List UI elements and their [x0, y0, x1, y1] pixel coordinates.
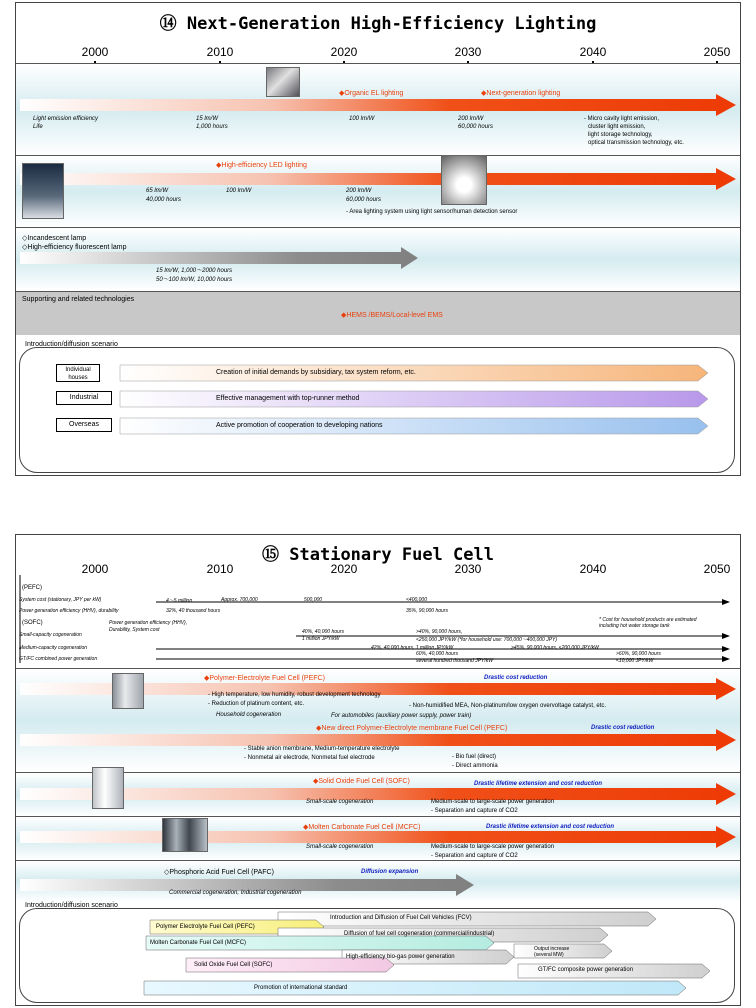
value: 32%, 40 thousand hours — [166, 608, 221, 614]
note: light storage technology, — [588, 132, 653, 138]
scenario-arrow — [120, 391, 708, 407]
scenario-text: Polymer Electrolyte Fuel Cell (PEFC) — [156, 924, 255, 930]
incandescent-label: ◇Incandescent lamp — [22, 235, 87, 242]
new-direct-pefc-tag: Drastic cost reduction — [591, 725, 655, 731]
value: >45%, 90,000 hours, <200,000 JPY/kW — [511, 645, 599, 651]
scenario-text: Active promotion of cooperation to developing nations — [216, 422, 383, 429]
value: 60,000 hours — [346, 197, 382, 203]
note: - Stable anion membrane, Medium-temperature electrolyte — [244, 746, 400, 752]
next-gen-label: ◆Next-generation lighting — [481, 90, 561, 97]
scenario-text: Creation of initial demands by subsidiary, tax system reform, etc. — [216, 369, 416, 376]
row-label: System cost (stationary, JPY per kW) — [19, 597, 102, 603]
note: Medium-scale to large-scale power generation — [431, 844, 555, 850]
scenario-category: Industrial — [56, 391, 112, 405]
scenario-text: Effective management with top-runner method — [216, 395, 360, 402]
fluorescent-label: ◇High-efficiency fluorescent lamp — [22, 244, 127, 251]
scenario-text: High-efficiency bio-gas power generation — [346, 954, 455, 960]
year-label: 2010 — [206, 45, 234, 59]
year-label: 2050 — [703, 562, 731, 576]
scenario-text: Solid Oxide Fuel Cell (SOFC) — [194, 962, 273, 968]
value: <250,000 JPY/kW (*for household use: 700,000～400,000 JPY) — [416, 637, 558, 643]
year-label: 2050 — [703, 45, 731, 59]
note: cluster light emission, — [588, 124, 646, 130]
value: 65 lm/W — [146, 188, 169, 194]
note: - Non-humidified MEA, Non-platinum/low oxygen overvoltage catalyst, etc. — [409, 703, 607, 709]
value: >60%, 90,000 hours — [616, 651, 661, 657]
year-label: 2010 — [206, 562, 234, 576]
value: 35%, 90,000 hours — [406, 608, 448, 614]
note: - Reduction of platinum content, etc. — [208, 701, 305, 707]
row-label: Power generation efficiency (HHV), durability — [19, 608, 119, 614]
note: Commercial cogeneration, Industrial cogeneration — [169, 890, 302, 896]
value: 40%, 40,000 hours — [302, 629, 344, 635]
pafc-label: ◇Phosphoric Acid Fuel Cell (PAFC) — [164, 869, 274, 876]
value: 15 lm/W, 1,000～2000 hours — [156, 268, 233, 274]
footnote: including hot water storage tank — [599, 623, 670, 629]
note: Household cogeneration — [216, 712, 282, 718]
year-label: 2020 — [330, 45, 358, 59]
scenario-text: Promotion of international standard — [254, 985, 348, 991]
row-label: Small-capacity cogeneration — [19, 632, 82, 638]
panel-lighting — [15, 2, 741, 476]
value: 50～100 lm/W, 10,000 hours — [156, 277, 233, 283]
value: 100 lm/W — [226, 188, 252, 194]
year-label: 2030 — [454, 562, 482, 576]
new-direct-pefc-label: ◆New direct Polymer-Electrolyte membrane Fuel Cell (PEFC) — [316, 725, 508, 732]
note: Durability, System cost — [109, 627, 160, 633]
pefc-tag: (PEFC) — [22, 585, 42, 591]
note: Medium-scale to large-scale power generation — [431, 799, 555, 805]
organic-el-label: ◆Organic EL lighting — [339, 90, 404, 97]
note: - Direct ammonia — [452, 763, 498, 769]
life-label: Life — [33, 124, 43, 130]
value: 4～5 million — [166, 598, 193, 604]
value: several hundred thousand JPY/kW — [416, 658, 493, 664]
scenario-category: Individual houses — [56, 364, 100, 382]
value: 1 million JPY/kW — [302, 636, 340, 642]
row-label: Medium-capacity cogeneration — [19, 645, 88, 651]
value: 200 lm/W — [346, 188, 372, 194]
value: 100 lm/W — [349, 116, 375, 122]
sofc-tag-label: Drastic lifetime extension and cost reduction — [474, 781, 603, 787]
pefc-label: ◆Polymer-Electrolyte Fuel Cell (PEFC) — [204, 675, 325, 682]
led-label: ◆High-efficiency LED lighting — [216, 162, 307, 169]
scenario-text: Introduction and Diffusion of Fuel Cell Vehicles (FCV) — [330, 915, 472, 921]
value: 15 lm/W — [196, 116, 219, 122]
scenario-text: (several MW) — [534, 952, 564, 958]
scenario-text: GT/FC composite power generation — [538, 967, 634, 973]
note: Small-scale cogeneration — [306, 799, 374, 805]
value: 1,000 hours — [196, 124, 228, 130]
value: 42%, 40,000 hours, 1 million JPY/kW — [371, 645, 454, 651]
efficiency-label: Light emission efficiency — [33, 116, 99, 122]
scenario-category: Overseas — [56, 418, 112, 432]
note: Small-scale cogeneration — [306, 844, 374, 850]
value: >40%, 90,000 hours, — [416, 629, 463, 635]
sofc-tag: (SOFC) — [22, 620, 43, 626]
hems-label: ◆HEMS /BEMS/Local-level EMS — [341, 312, 443, 319]
supporting-label: Supporting and related technologies — [22, 296, 135, 303]
note: - Area lighting system using light sensor/human detection sensor — [346, 209, 518, 215]
pafc-tag-label: Diffusion expansion — [361, 869, 419, 875]
scenario-text: Molten Carbonate Fuel Cell (MCFC) — [150, 940, 247, 946]
value: 40,000 hours — [146, 197, 182, 203]
value: <400,000 — [406, 597, 427, 603]
scenario-label: Introduction/diffusion scenario — [25, 341, 118, 348]
mcfc-tag-label: Drastic lifetime extension and cost reduction — [486, 824, 615, 830]
note: - Nonmetal air electrode, Nonmetal fuel electrode — [244, 755, 375, 761]
scenario-label: Introduction/diffusion scenario — [25, 902, 118, 909]
note: - Separation and capture of CO2 — [431, 808, 518, 814]
note: optical transmission technology, etc. — [588, 140, 684, 146]
note: - Separation and capture of CO2 — [431, 853, 518, 859]
scenario-arrows — [16, 3, 741, 476]
year-label: 2020 — [330, 562, 358, 576]
note: - High temperature, low humidity, robust development technology — [208, 692, 381, 698]
value: 200 lm/W — [458, 116, 484, 122]
note: Power generation efficiency (HHV), — [109, 620, 188, 626]
scenario-arrow — [144, 981, 686, 995]
row-label: GT/FC combined power generation — [19, 656, 98, 662]
page-title: ⑭ Next-Generation High-Efficiency Lighting — [159, 14, 597, 34]
scenario-text: Diffusion of fuel cell cogeneration (commercial/industrial) — [344, 931, 495, 937]
page-title: ⑮ Stationary Fuel Cell — [262, 545, 494, 565]
value: 60%, 40,000 hours — [416, 651, 458, 657]
value: Approx. 700,000 — [221, 597, 258, 603]
footnote: * Cost for household products are estimated — [599, 617, 697, 623]
value: 60,000 hours — [458, 124, 494, 130]
year-label: 2030 — [454, 45, 482, 59]
value: 500,000 — [304, 597, 323, 603]
year-label: 2040 — [579, 562, 607, 576]
year-label: 2000 — [81, 562, 109, 576]
note: - Bio fuel (direct) — [452, 754, 497, 760]
scenario-text: Output increase — [534, 946, 570, 952]
year-label: 2040 — [579, 45, 607, 59]
mcfc-label: ◆Molten Carbonate Fuel Cell (MCFC) — [303, 824, 421, 831]
pefc-tag-label: Drastic cost reduction — [484, 675, 548, 681]
note: For automobiles (auxiliary power supply, power train) — [331, 713, 472, 719]
scenario-arrow — [120, 418, 708, 434]
year-label: 2000 — [81, 45, 109, 59]
value: <10,000 JPY/kW — [616, 658, 654, 664]
note: - Micro cavity light emission, — [584, 116, 660, 122]
sofc-label: ◆Solid Oxide Fuel Cell (SOFC) — [313, 778, 410, 785]
panel-fuel-cell — [15, 534, 741, 1006]
